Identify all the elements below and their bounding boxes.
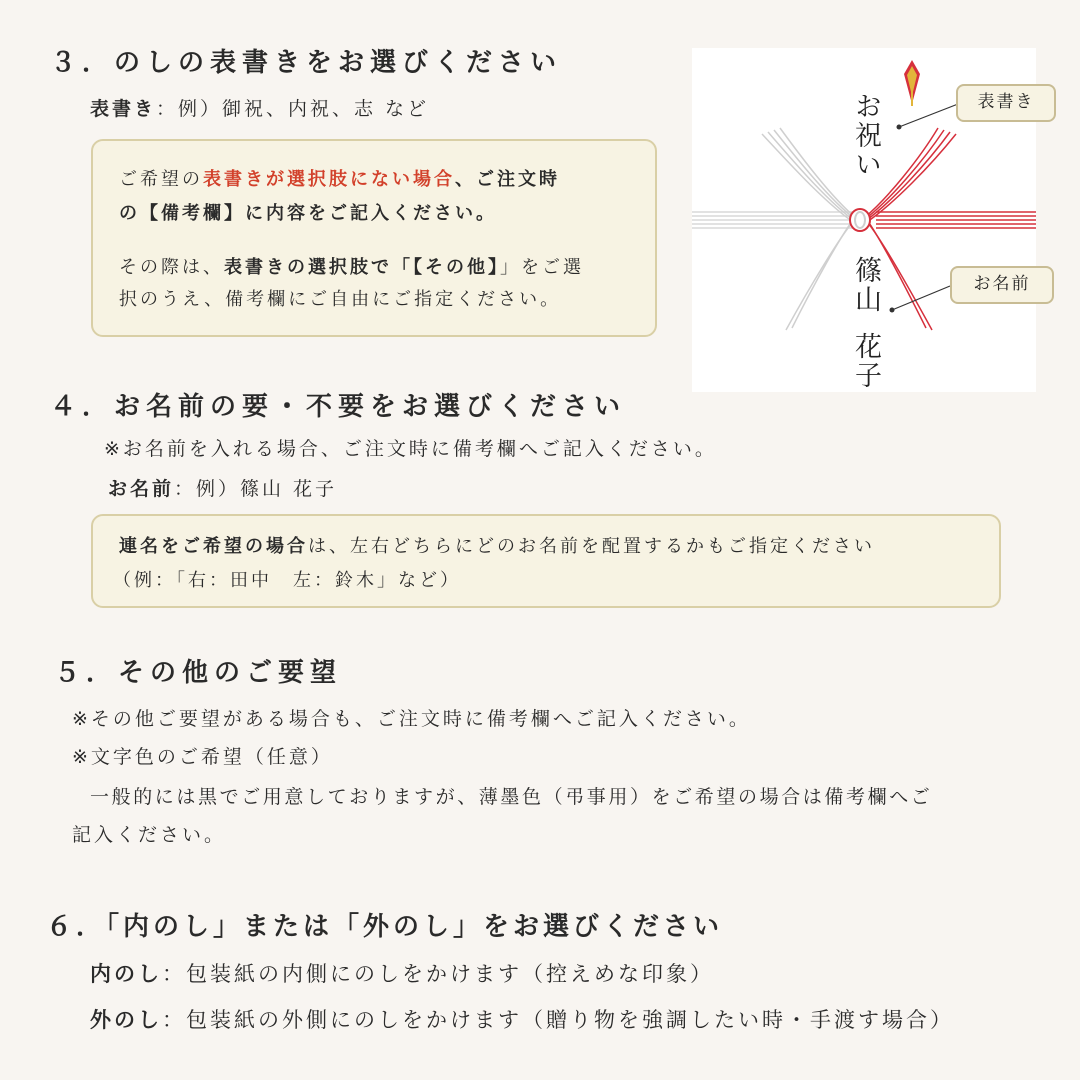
section3-info-box bbox=[91, 139, 657, 337]
uchi-text: ：包装紙の内側にのしをかけます（控えめな印象） bbox=[162, 962, 714, 986]
box3-line4: 択のうえ、備考欄にご自由にご指定ください。 bbox=[119, 289, 562, 310]
section5-line3: 一般的には黒でご用意しておりますが、薄墨色（弔事用）をご希望の場合は備考欄へご bbox=[90, 786, 933, 808]
box3-l1-c: 、ご注文時 bbox=[455, 169, 560, 190]
box3-line3 bbox=[119, 251, 584, 285]
box3-l3-b: 表書きの選択肢で「【その他】 bbox=[224, 257, 500, 278]
omote-example-text: ：例）御祝、内祝、志 など bbox=[156, 98, 430, 120]
box3-line2: の【備考欄】に内容をご記入ください。 bbox=[119, 203, 497, 224]
box4-line2: （例：「右：田中 左：鈴木」など） bbox=[113, 570, 461, 591]
section6-uchi bbox=[90, 958, 714, 988]
box3-line1 bbox=[119, 163, 560, 197]
section5-line4: 記入ください。 bbox=[72, 824, 227, 846]
section4-note: ※お名前を入れる場合、ご注文時に備考欄へご記入ください。 bbox=[104, 438, 717, 460]
callout-omote: 表書き bbox=[956, 84, 1056, 122]
section3-omote-example bbox=[90, 94, 429, 121]
name-label: お名前 bbox=[108, 478, 175, 500]
section4-info-box bbox=[91, 514, 1001, 608]
uchi-label: 内のし bbox=[90, 962, 162, 986]
box3-l1-red: 表書きが選択肢にない場合 bbox=[203, 169, 455, 190]
noshi-name-top: 篠山 bbox=[850, 256, 881, 314]
soto-text: ：包装紙の外側にのしをかけます（贈り物を強調したい時・手渡す場合） bbox=[162, 1008, 954, 1032]
box4-bold: 連名をご希望の場合 bbox=[119, 536, 308, 557]
noshi-name-bottom: 花子 bbox=[850, 332, 881, 390]
section5-title: ５．その他のご要望 bbox=[54, 658, 343, 688]
section4-name-example bbox=[108, 474, 337, 501]
section5-line2: ※文字色のご希望（任意） bbox=[72, 746, 333, 768]
noshi-ornament-icon bbox=[904, 60, 920, 106]
name-example-text: ：例）篠山 花子 bbox=[174, 478, 338, 500]
soto-label: 外のし bbox=[90, 1008, 162, 1032]
box4-rest: は、左右どちらにどのお名前を配置するかもご指定ください bbox=[308, 536, 875, 557]
box3-l3-a: その際は、 bbox=[119, 257, 224, 278]
section6-title: ６．「内のし」または「外のし」をお選びください bbox=[46, 912, 724, 942]
section5-line1: ※その他ご要望がある場合も、ご注文時に備考欄へご記入ください。 bbox=[72, 708, 751, 730]
box3-l3-c: 」をご選 bbox=[500, 257, 584, 278]
section6-soto bbox=[90, 1004, 954, 1034]
omote-label: 表書き bbox=[90, 98, 157, 120]
box3-l1-a: ご希望の bbox=[119, 169, 203, 190]
box4-line1 bbox=[119, 530, 875, 564]
section4-title: ４．お名前の要・不要をお選びください bbox=[50, 392, 627, 422]
callout-name: お名前 bbox=[950, 266, 1054, 304]
section3-title: ３．のしの表書きをお選びください bbox=[50, 48, 563, 78]
noshi-omote-text: お祝い bbox=[850, 92, 881, 179]
